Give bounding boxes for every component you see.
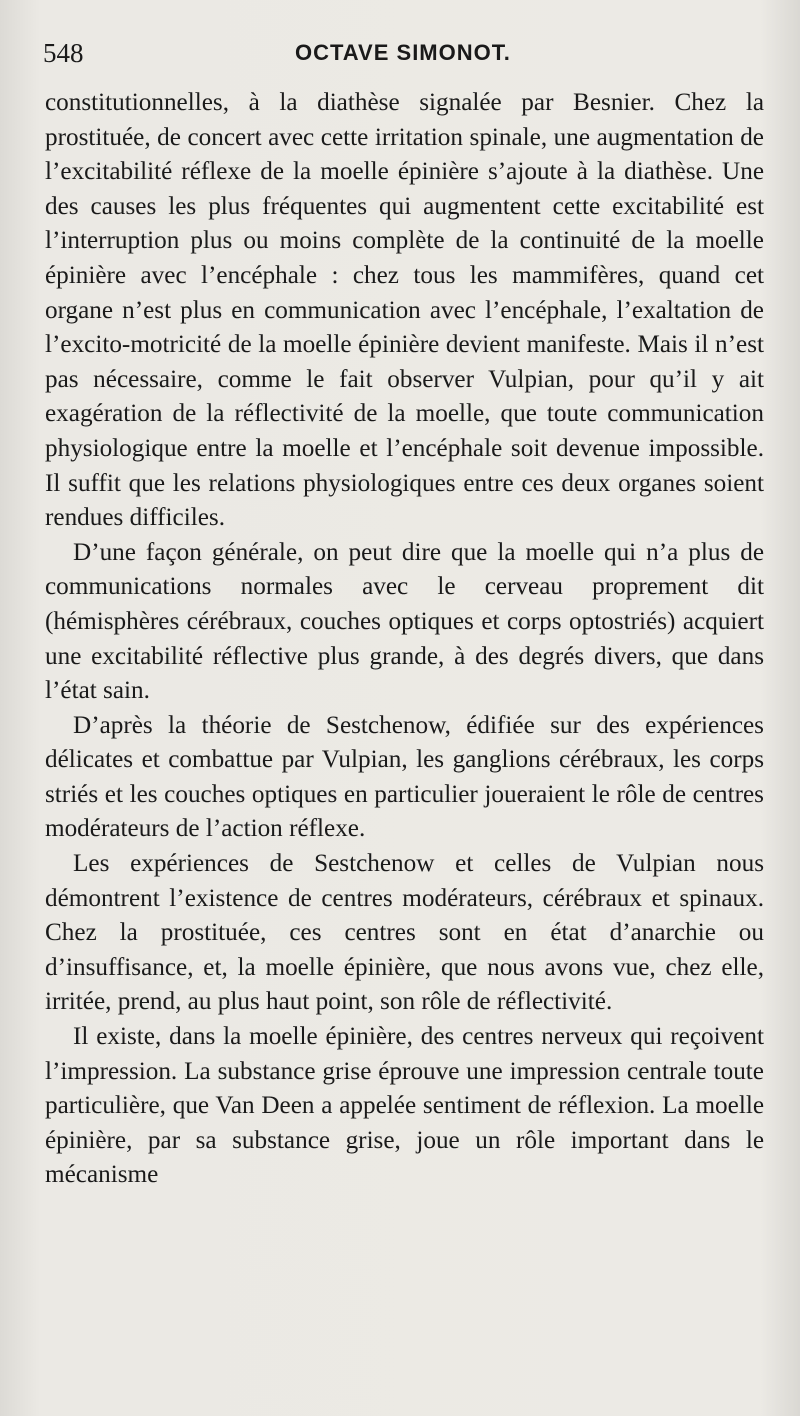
body-text — [45, 86, 764, 1193]
paragraph: D’une façon générale, on peut dire que la moelle qui n’a plus de communications normales avec le cerveau proprement dit (hémisphères cérébraux, couches optiques et corps optostriés) acquiert une excitabilité réflective plus grande, à des degrés divers, que dans l’état sain. — [45, 538, 764, 705]
running-head: OCTAVE SIMONOT. — [295, 40, 511, 65]
paragraph: D’après la théorie de Sestchenow, édifiée sur des expériences délicates et combattue par Vulpian, les ganglions cérébraux, les corps striés et les couches optiques en particulier joueraient le rôle de centres modérateurs de l’action réflexe. — [45, 711, 764, 843]
paragraph: Il existe, dans la moelle épinière, des centres nerveux qui reçoivent l’impression. La substance grise éprouve une impression centrale toute particulière, que Van Deen a appelée sentiment de réflexion. La moelle épinière, par sa substance grise, joue un rôle important dans le mécanisme — [45, 1023, 764, 1189]
paragraph: constitutionnelles, à la diathèse signalée par Besnier. Chez la prostituée, de concert avec cette irritation spinale, une augmentation de l’excitabilité réflexe de la moelle épinière s’ajoute à la diathèse. Une des causes les plus fréquentes qui augmentent cette excitabilité est l’interruption plus ou moins complète de la continuité de la moelle épinière avec l’encéphale : chez tous les mammifères, quand cet organe n’est plus en communication avec l’encéphale, l’exaltation de l’excito-motricité de la moelle épinière devient manifeste. Mais il n’est pas nécessaire, comme le fait observer Vulpian, pour qu’il y ait exagération de la réflectivité de la moelle, que toute communication physiologique entre la moelle et l’encéphale soit devenue impossible. Il suffit que les relations physiologiques entre ces deux organes soient rendues difficiles. — [45, 89, 764, 532]
page-header — [45, 30, 764, 74]
paragraph: Les expériences de Sestchenow et celles de Vulpian nous démontrent l’existence de centres modérateurs, cérébraux et spinaux. Chez la prostituée, ces centres sont en état d’anarchie ou d’insuffisance, et, la moelle épinière, que nous avons vue, chez elle, irritée, prend, au plus haut point, son rôle de réflectivité. — [45, 850, 764, 1016]
page-number: 548 — [43, 38, 84, 68]
